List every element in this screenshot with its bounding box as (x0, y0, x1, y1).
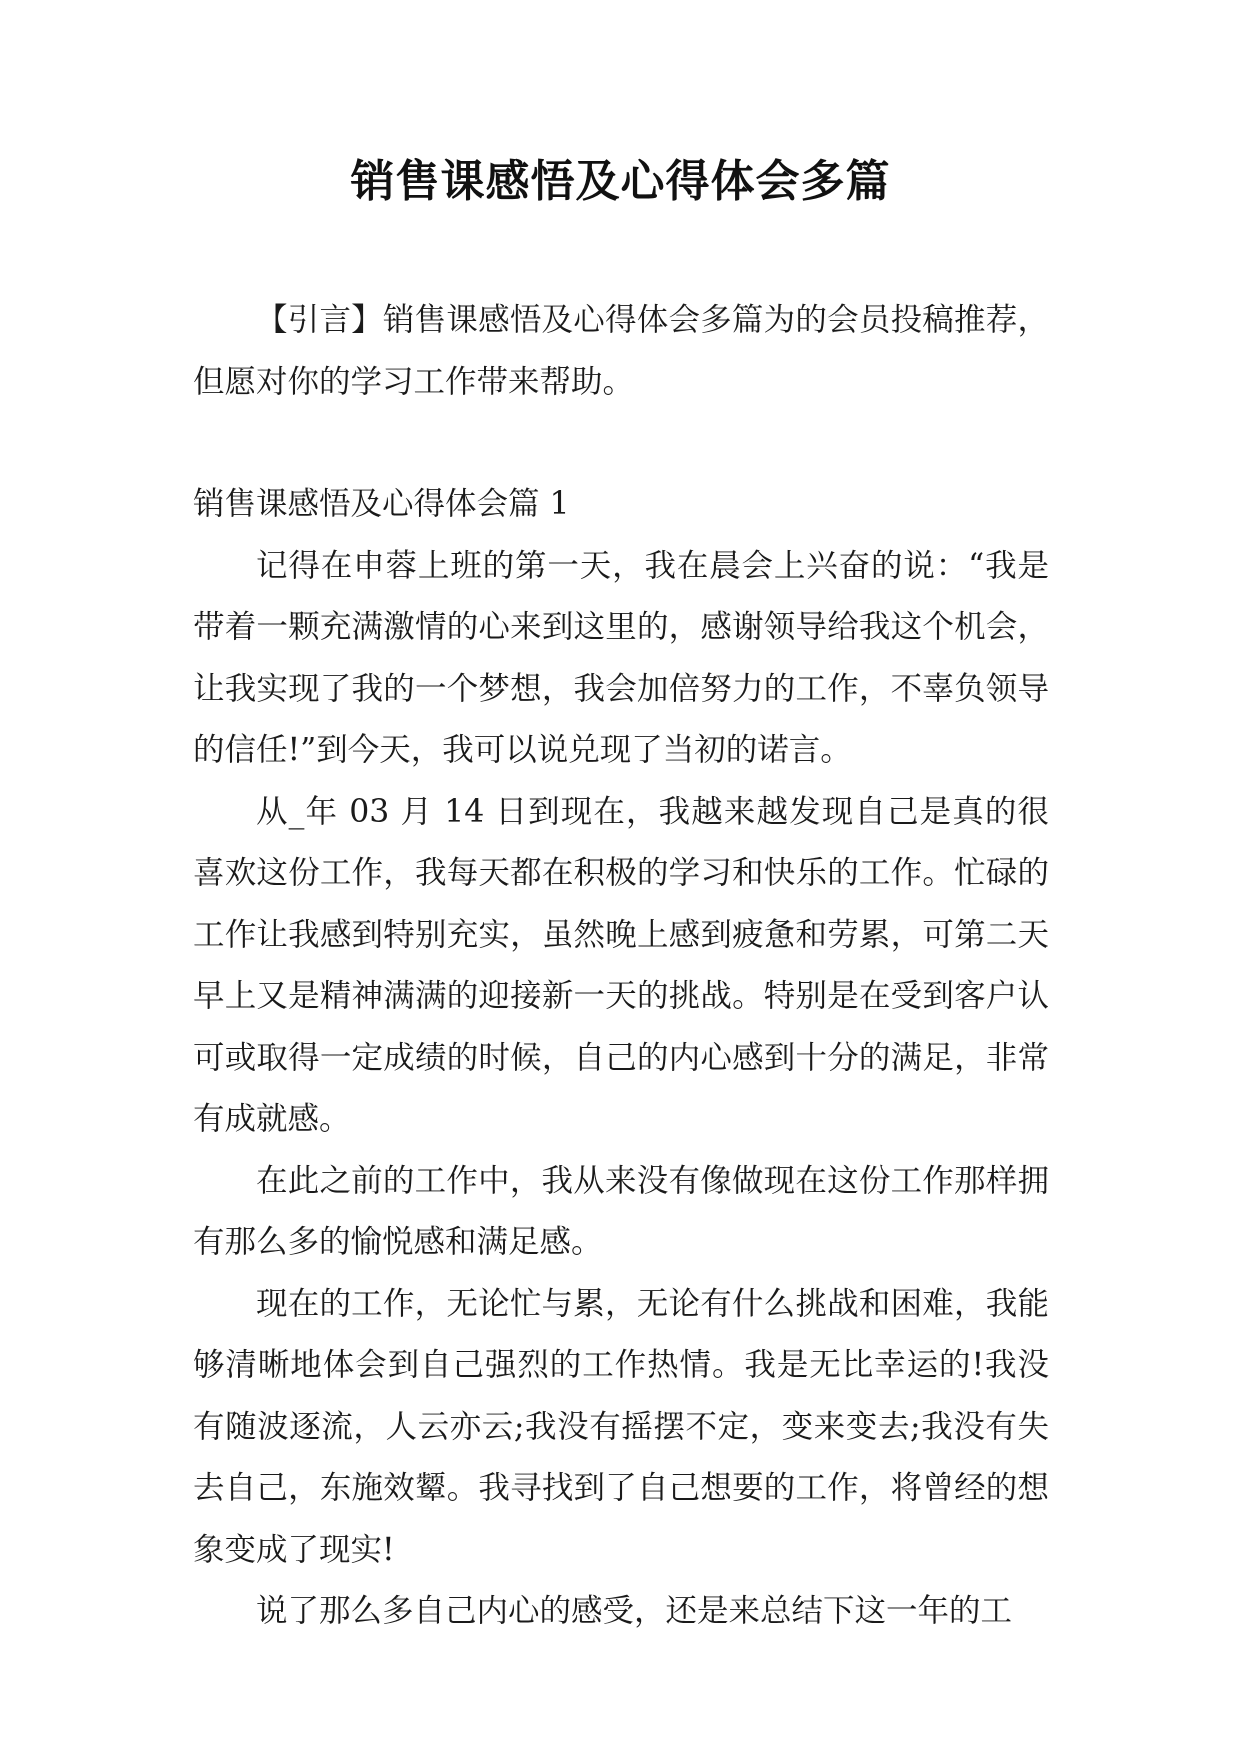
body-paragraph: 现在的工作，无论忙与累，无论有什么挑战和困难，我能够清晰地体会到自己强烈的工作热情。我是无比幸运的!我没有随波逐流，人云亦云;我没有摇摆不定，变来变去;我没有失去自己，东施效颦。我寻找到了自己想要的工作，将曾经的想象变成了现实! (193, 1285, 1049, 1568)
document-title: 销售课感悟及心得体会多篇 (350, 156, 891, 207)
section-heading: 销售课感悟及心得体会篇 1 (193, 486, 570, 522)
intro-paragraph: 【引言】销售课感悟及心得体会多篇为的会员投稿推荐，但愿对你的学习工作带来帮助。 (193, 302, 1049, 400)
body-paragraph: 说了那么多自己内心的感受，还是来总结下这一年的工 (256, 1593, 1013, 1629)
body-paragraph: 记得在申蓉上班的第一天，我在晨会上兴奋的说：“我是带着一颗充满激情的心来到这里的，感谢领导给我这个机会，让我实现了我的一个梦想，我会加倍努力的工作，不辜负领导的信任!”到今天，我可以说兑现了当初的诺言。 (193, 547, 1049, 768)
body-paragraph: 在此之前的工作中，我从来没有像做现在这份工作那样拥有那么多的愉悦感和满足感。 (193, 1162, 1049, 1260)
paragraph-gap (193, 413, 1049, 474)
document-body (193, 290, 1049, 1643)
body-paragraph: 从_年 03 月 14 日到现在，我越来越发现自己是真的很喜欢这份工作，我每天都在积极的学习和快乐的工作。忙碌的工作让我感到特别充实，虽然晚上感到疲惫和劳累，可第二天早上又是精神满满的迎接新一天的挑战。特别是在受到客户认可或取得一定成绩的时候，自己的内心感到十分的满足，非常有成就感。 (193, 793, 1049, 1137)
